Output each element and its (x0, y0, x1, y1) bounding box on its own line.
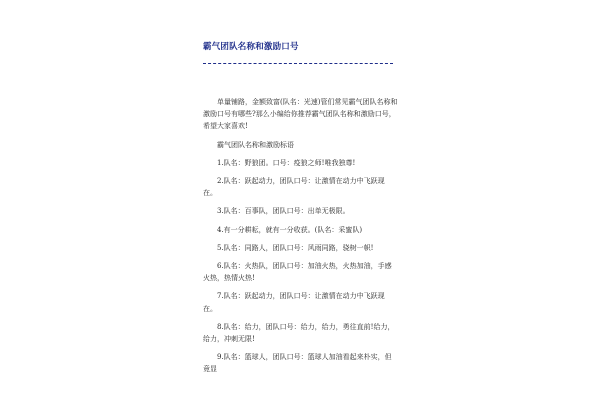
intro-paragraph: 单量铺路，金额致富(队名：光速)管们常见霸气团队名称和激励口号有哪些?那么小编给你推荐霸气团队名称和激励口号，希望大家喜欢! (203, 98, 398, 131)
document-body (203, 96, 398, 382)
document-title: 霸气团队名称和激励口号 (203, 42, 299, 52)
list-item: 3.队名：百事队，团队口号：出单无极限。 (217, 207, 350, 216)
section-heading: 霸气团队名称和激励标语 (217, 140, 294, 149)
list-item: 2.队名：跃起动力，团队口号：让激情在动力中飞跃现在。 (203, 177, 385, 198)
list-item: 9.队名：篮球人，团队口号：篮球人加油看起来朴实，但竟显 (203, 353, 392, 374)
list-item: 8.队名：给力，团队口号：给力，给力，勇往直前!给力，给力，冲刺无限! (203, 322, 395, 344)
title-divider (203, 63, 393, 64)
list-item: 6.队名：火热队，团队口号：加油火热，火热加油，手感火热，热情火热! (203, 262, 392, 283)
list-item: 7.队名：跃起动力，团队口号：让激情在动力中飞跃现在。 (203, 292, 385, 313)
list-item: 4.有一分耕耘，就有一分收获。(队名：采蜜队) (217, 225, 363, 234)
list-item: 1.队名：野狼团。口号：疫狼之师!唯我独尊! (217, 158, 356, 167)
list-item: 5.队名：同路人，团队口号：风雨同路，骁树一帜! (217, 243, 374, 252)
